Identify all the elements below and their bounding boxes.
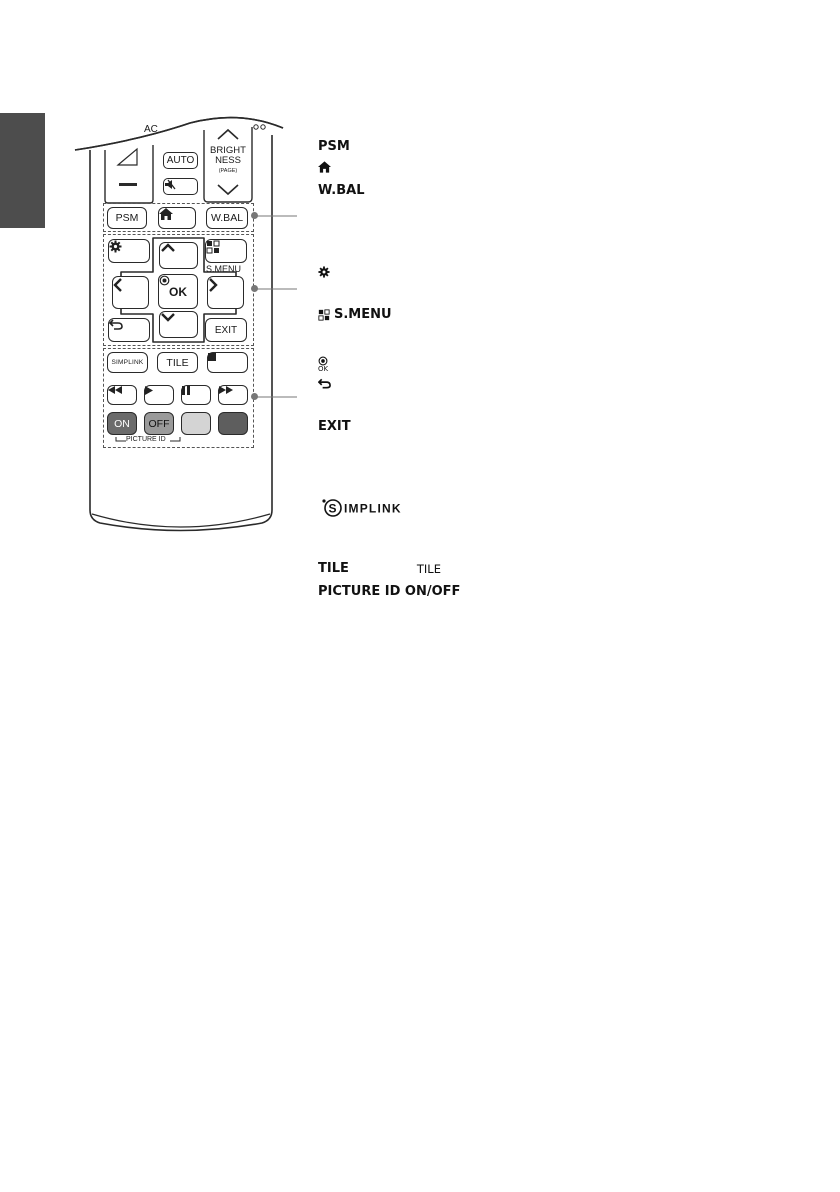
legend-psm: PSM [318, 139, 350, 154]
back-arrow-icon [109, 319, 123, 330]
left-button[interactable] [112, 276, 149, 309]
home-button[interactable] [158, 207, 196, 229]
dark-color-button[interactable] [218, 412, 248, 435]
simplink-button[interactable]: SIMPLINK [107, 352, 148, 373]
simplink-logo-icon [318, 498, 460, 518]
mute-button[interactable] [163, 178, 198, 195]
right-button[interactable] [207, 276, 244, 309]
rewind-icon [108, 386, 122, 394]
picture-id-label: PICTURE ID [126, 436, 166, 443]
legend-exit: EXIT [318, 419, 351, 434]
legend-picture-id: PICTURE ID ON/OFF [318, 584, 461, 599]
mute-icon [164, 179, 178, 190]
legend-tile [318, 561, 441, 576]
legend-back [318, 378, 331, 389]
chevron-right-icon [208, 277, 218, 293]
psm-button[interactable]: PSM [107, 207, 147, 229]
play-button[interactable] [144, 385, 174, 405]
gear-icon [109, 240, 122, 253]
svg-text:S: S [328, 501, 337, 516]
exit-button[interactable]: EXIT [205, 318, 247, 342]
legend-ok [318, 356, 328, 373]
smenu-icon [206, 240, 220, 254]
play-icon [145, 386, 153, 395]
svg-text:IMPLINK: IMPLINK [344, 501, 402, 516]
smenu-button[interactable] [205, 239, 247, 263]
back-arrow-icon [318, 378, 331, 389]
pause-button[interactable] [181, 385, 211, 405]
brightness-label: BRIGHT NESS [210, 145, 246, 166]
callout-dot [251, 212, 258, 219]
tile-button[interactable]: TILE [157, 352, 198, 373]
legend-tile-label: TILE [318, 561, 349, 576]
gear-icon [318, 266, 330, 278]
home-icon [159, 208, 173, 220]
pause-icon [182, 386, 190, 395]
picture-id-on-button[interactable]: ON [107, 412, 137, 435]
legend-wbal: W.BAL [318, 183, 365, 198]
legend-smenu [318, 307, 392, 322]
chevron-down-icon [160, 312, 176, 322]
legend-smenu-label: S.MENU [334, 307, 392, 322]
chevron-left-icon [113, 277, 123, 293]
legend-simplink [318, 498, 460, 518]
callout-dot [251, 393, 258, 400]
smenu-label: S.MENU [206, 264, 242, 274]
down-button[interactable] [159, 311, 198, 338]
legend-tile-desc: TILE [416, 561, 441, 576]
legend-home [318, 161, 331, 173]
settings-button[interactable] [108, 239, 150, 263]
ac-partial-label: AC [144, 124, 158, 135]
wbal-button[interactable]: W.BAL [206, 207, 248, 229]
fast-forward-button[interactable] [218, 385, 248, 405]
light-color-button[interactable] [181, 412, 211, 435]
fast-forward-icon [219, 386, 233, 394]
back-button[interactable] [108, 318, 150, 342]
up-button[interactable] [159, 242, 198, 269]
smenu-icon [318, 309, 330, 321]
remote-control-illustration [0, 0, 320, 560]
page-label: (PAGE) [218, 168, 238, 174]
callout-dot [251, 285, 258, 292]
chevron-up-icon [160, 243, 176, 253]
legend-settings [318, 266, 330, 278]
ok-button[interactable] [158, 274, 198, 309]
auto-button[interactable]: AUTO [163, 152, 198, 169]
stop-icon [208, 353, 216, 361]
rewind-button[interactable] [107, 385, 137, 405]
ok-dot-icon [159, 275, 170, 286]
stop-button[interactable] [207, 352, 248, 373]
legend-ok-label: OK [318, 365, 329, 373]
ok-label: OK [169, 284, 187, 299]
picture-id-off-button[interactable]: OFF [144, 412, 174, 435]
home-icon [318, 161, 331, 173]
